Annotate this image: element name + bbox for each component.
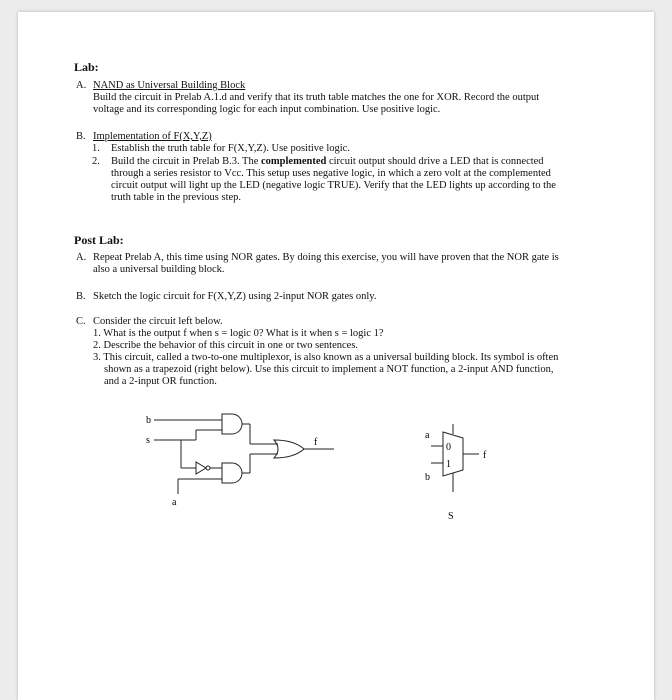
lab-b-item1: Establish the truth table for F(X,Y,Z). Use positive logic. bbox=[111, 143, 350, 154]
lab-a-marker: A. bbox=[76, 80, 87, 91]
mux-input-0: 0 bbox=[446, 442, 451, 453]
lab-b-item2-line-4: truth table in the previous step. bbox=[111, 192, 242, 203]
postlab-b-text: Sketch the logic circuit for F(X,Y,Z) using 2-input NOR gates only. bbox=[93, 291, 377, 302]
lab-b-item2-line-3: circuit output will light up the LED (negative logic TRUE). Verify that the LED lights up according to the bbox=[111, 180, 556, 191]
lab-b-item2-line-2: through a series resistor to Vcc. This setup uses negative logic, in which a zero volt at the complemented bbox=[111, 168, 551, 179]
mux-label-b: b bbox=[425, 472, 430, 483]
lab-a-title: NAND as Universal Building Block bbox=[93, 80, 246, 91]
circuit-label-s: s bbox=[146, 435, 150, 446]
lab-heading: Lab: bbox=[74, 60, 99, 74]
lab-b-item2-pre: Build the circuit in Prelab B.3. The bbox=[111, 156, 261, 167]
lab-b-item2-first-line bbox=[111, 156, 544, 169]
lab-b-marker: B. bbox=[76, 131, 86, 142]
lab-b-item2-marker: 2. bbox=[92, 156, 100, 167]
lab-b-title: Implementation of F(X,Y,Z) bbox=[93, 131, 212, 142]
postlab-c-line-1: 1. What is the output f when s = logic 0? What is it when s = logic 1? bbox=[93, 328, 384, 339]
mux-label-f: f bbox=[483, 450, 487, 461]
postlab-c-title: Consider the circuit left below. bbox=[93, 316, 223, 327]
mux-symbol bbox=[403, 420, 523, 530]
mux-circuit-diagram bbox=[138, 410, 338, 508]
lab-a-line-1: Build the circuit in Prelab A.1.d and verify that its truth table matches the one for XOR. Record the output bbox=[93, 92, 540, 103]
postlab-a-line-1: Repeat Prelab A, this time using NOR gates. By doing this exercise, you will have proven that the NOR gate is bbox=[93, 252, 559, 263]
mux-input-1: 1 bbox=[446, 459, 451, 470]
mux-label-s: S bbox=[448, 511, 454, 522]
postlab-c-line-2: 2. Describe the behavior of this circuit in one or two sentences. bbox=[93, 340, 359, 351]
postlab-c-line-5: and a 2-input OR function. bbox=[104, 376, 217, 387]
circuit-label-b: b bbox=[146, 415, 151, 426]
document-page bbox=[18, 12, 654, 700]
lab-b-item2-post: circuit output should drive a LED that is connected bbox=[326, 156, 544, 167]
lab-b-item1-marker: 1. bbox=[92, 143, 100, 154]
circuit-label-a: a bbox=[172, 497, 177, 508]
postlab-c-marker: C. bbox=[76, 316, 86, 327]
postlab-c-line-3: 3. This circuit, called a two-to-one multiplexor, is also known as a universal building block. Its symbol is often bbox=[93, 352, 559, 363]
postlab-heading: Post Lab: bbox=[74, 233, 124, 247]
postlab-a-marker: A. bbox=[76, 252, 87, 263]
lab-b-item2-bold: complemented bbox=[261, 156, 327, 167]
mux-label-a: a bbox=[425, 430, 430, 441]
postlab-a-line-2: also a universal building block. bbox=[93, 264, 225, 275]
lab-a-line-2: voltage and its corresponding logic for each input combination. Use positive logic. bbox=[93, 104, 441, 115]
postlab-b-marker: B. bbox=[76, 291, 86, 302]
postlab-c-line-4: shown as a trapezoid (right below). Use this circuit to implement a NOT function, a 2-input AND function, bbox=[104, 364, 554, 375]
circuit-label-f: f bbox=[314, 437, 318, 448]
